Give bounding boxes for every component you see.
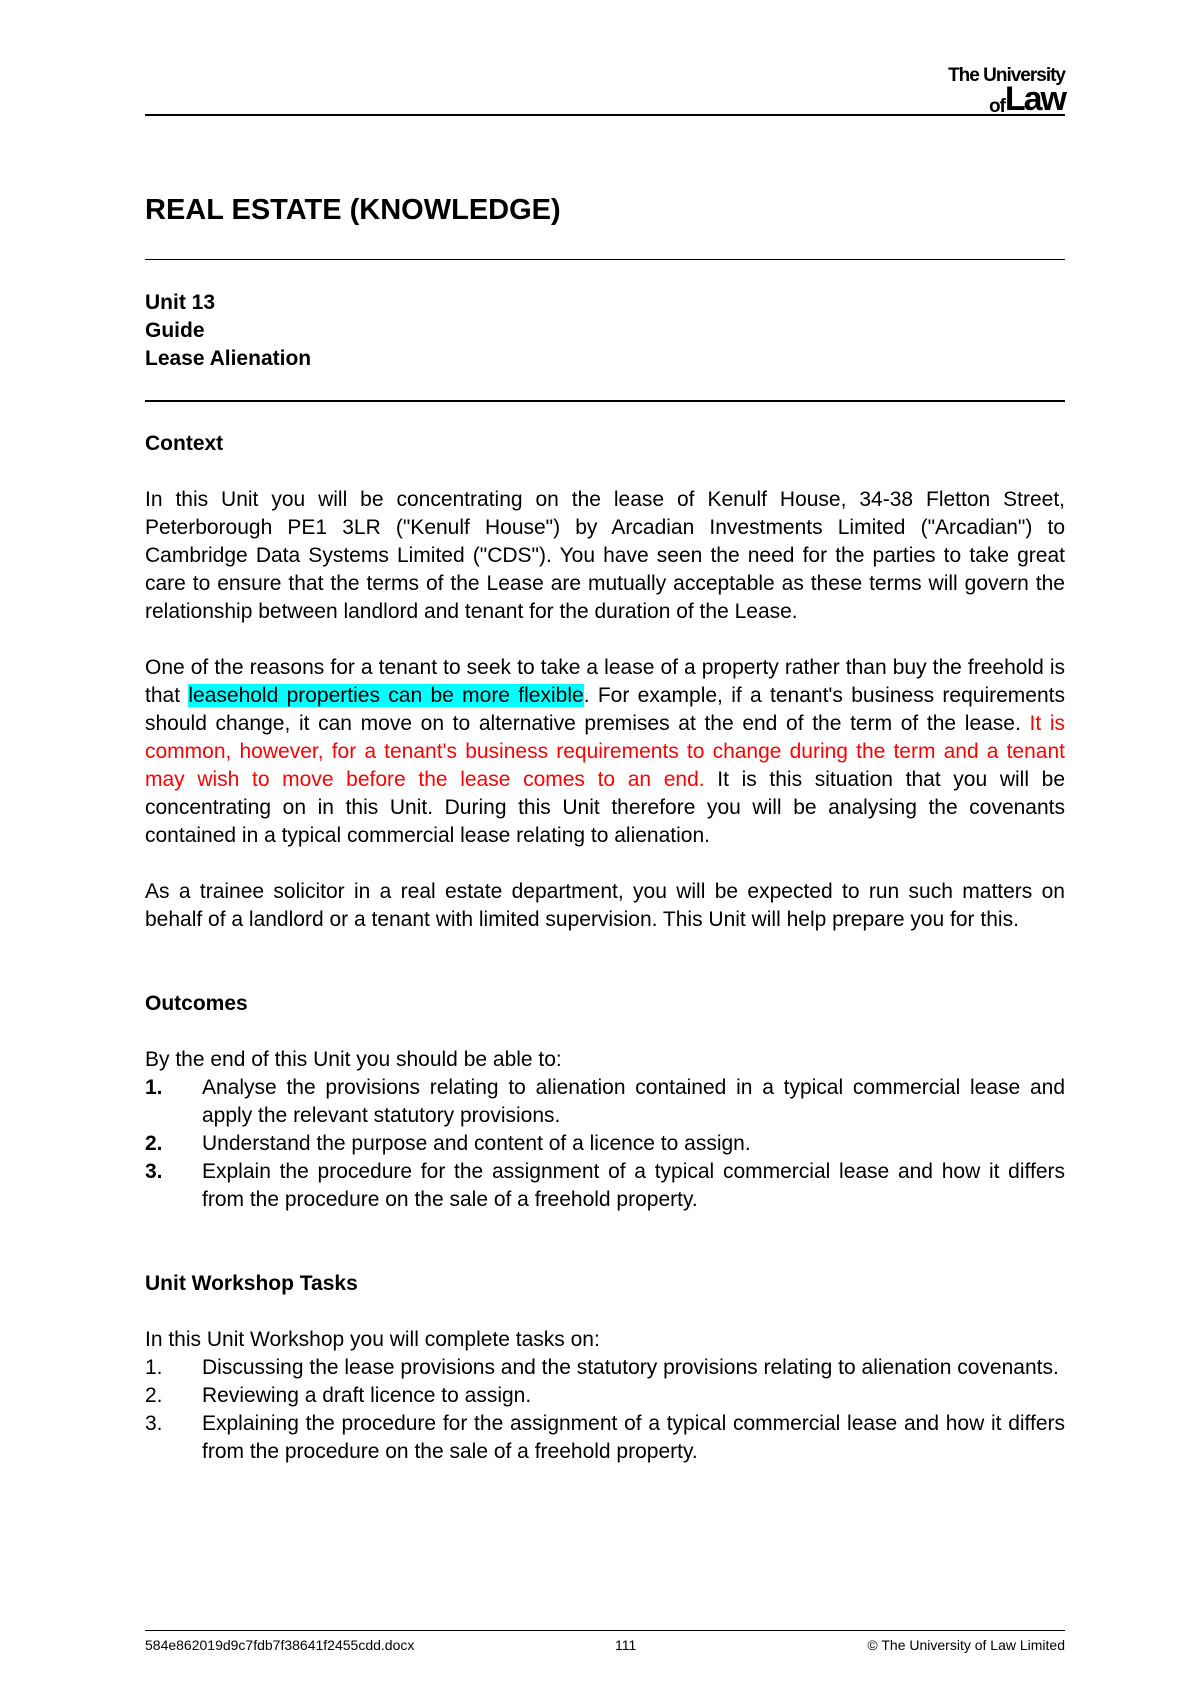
- unit-number: Unit 13: [145, 291, 216, 314]
- logo-line1: The University: [948, 65, 1065, 86]
- logo-of: of: [988, 96, 1005, 117]
- footer-rule: [145, 1630, 1065, 1631]
- context-p2-text-1: One of the reasons for a tenant to seek to take a lease of a property rather than buy the freehold is that: [145, 656, 1065, 707]
- context-p2-text-3: It is this situation that you will be concentrating on in this Unit. During this Unit therefore you will be analysing the covenants contained in a typical commercial lease relating to alienation.: [145, 768, 1065, 847]
- document-title: REAL ESTATE (KNOWLEDGE): [145, 194, 561, 226]
- title-rule: [145, 259, 1065, 260]
- list-item: 1. Discussing the lease provisions and the statutory provisions relating to alienation covenants.: [145, 1356, 1059, 1379]
- list-item: 2. Reviewing a draft licence to assign.: [145, 1384, 532, 1407]
- header-rule: [145, 114, 1065, 116]
- logo-line2: [948, 82, 1065, 116]
- context-p2-text-2: . For example, if a tenant's business requirements should change, it can move on to alternative premises at the end of the term of the lease.: [145, 684, 1065, 735]
- workshop-heading: Unit Workshop Tasks: [145, 1272, 358, 1295]
- outcomes-heading: Outcomes: [145, 992, 248, 1015]
- unit-info: [145, 289, 311, 373]
- context-heading: Context: [145, 432, 224, 455]
- context-paragraph-3: As a trainee solicitor in a real estate department, you will be expected to run such matters on behalf of a landlord or a tenant with limited supervision. This Unit will help prepare you for this.: [145, 880, 1065, 931]
- footer-filename: 584e862019d9c7fdb7f38641f2455cdd.docx: [145, 1637, 415, 1653]
- footer-copyright: © The University of Law Limited: [867, 1637, 1065, 1653]
- outcomes-intro: By the end of this Unit you should be able to:: [145, 1048, 562, 1071]
- list-item: 2. Understand the purpose and content of a licence to assign.: [145, 1132, 751, 1155]
- footer-page-number: 111: [615, 1637, 637, 1653]
- context-paragraph-2: [145, 654, 1065, 850]
- main-content: [145, 430, 1065, 1466]
- highlighted-text: leasehold properties can be more flexible: [188, 684, 584, 707]
- list-item: 3. Explaining the procedure for the assignment of a typical commercial lease and how it differs from the procedure on the sale of a freehold property.: [145, 1412, 1065, 1463]
- logo-law: Law: [1004, 80, 1065, 118]
- unit-type: Guide: [145, 319, 205, 342]
- workshop-intro: In this Unit Workshop you will complete tasks on:: [145, 1328, 600, 1351]
- list-item: 1. Analyse the provisions relating to alienation contained in a typical commercial lease and apply the relevant statutory provisions.: [145, 1076, 1065, 1127]
- context-paragraph-1: In this Unit you will be concentrating on the lease of Kenulf House, 34-38 Fletton Street, Peterborough PE1 3LR ("Kenulf House") by Arcadian Investments Limited ("Arcadian") to Cambridge Data Systems Limited ("CDS"). You have seen the need for the parties to take great care to ensure that the terms of the Lease are mutually acceptable as these terms will govern the relationship between landlord and tenant for the duration of the Lease.: [145, 488, 1065, 623]
- university-logo: [948, 66, 1065, 116]
- unit-rule: [145, 400, 1065, 402]
- list-item: 3. Explain the procedure for the assignment of a typical commercial lease and how it differs from the procedure on the sale of a freehold property.: [145, 1160, 1065, 1211]
- outcomes-list: [145, 1074, 1065, 1214]
- red-text: It is common, however, for a tenant's business requirements to change during the term and a tenant may wish to move before the lease comes to an end.: [145, 712, 1065, 791]
- workshop-list: [145, 1354, 1065, 1466]
- unit-name: Lease Alienation: [145, 347, 312, 370]
